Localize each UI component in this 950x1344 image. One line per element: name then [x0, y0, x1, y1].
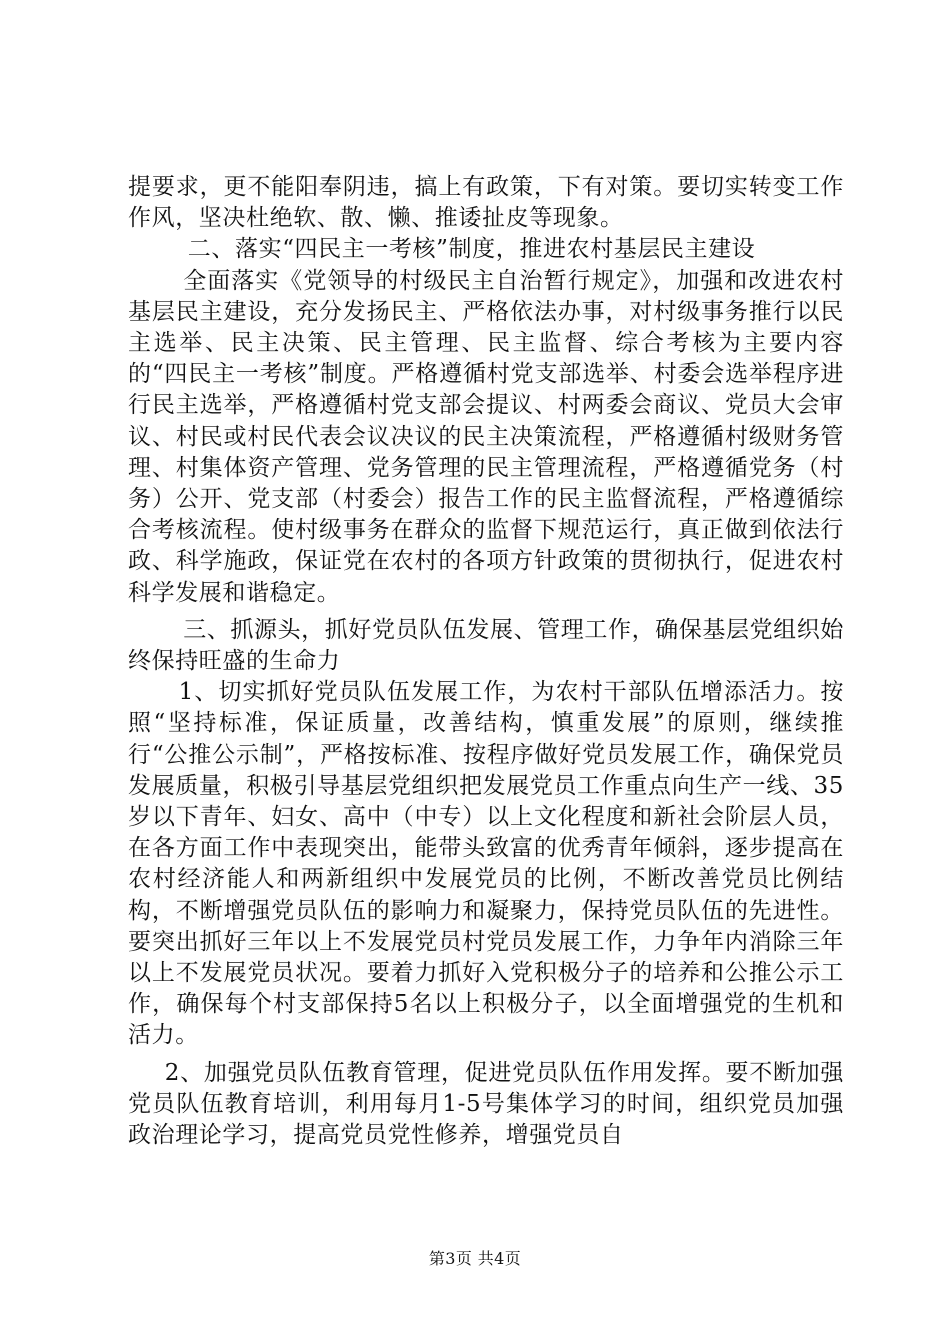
document-body [128, 172, 844, 1151]
page-number-footer: 第3页 共4页 [428, 1249, 522, 1268]
section-heading-3: 三、抓源头，抓好党员队伍发展、管理工作，确保基层党组织始终保持旺盛的生命力 [128, 616, 844, 675]
paragraph-member-management: 2、加强党员队伍教育管理，促进党员队伍作用发挥。要不断加强党员队伍教育培训，利用每月1-5号集体学习的时间，组织党员加强政治理论学习，提高党员党性修养，增强党员自 [128, 1059, 844, 1149]
section-heading-2: 二、落实“四民主一考核”制度，推进农村基层民主建设 [187, 236, 756, 263]
paragraph-continuation: 提要求，更不能阳奉阴违，搞上有政策，下有对策。要切实转变工作作风，坚决杜绝软、散、懒、推诿扯皮等现象。 [128, 174, 844, 232]
paragraph-democracy: 全面落实《党领导的村级民主自治暂行规定》，加强和改进农村基层民主建设，充分发扬民主、严格依法办事，对村级事务推行以民主选举、民主决策、民主管理、民主监督、综合考核为主要内容的“四民主一考核”制度。严格遵循村党支部选举、村委会选举程序进行民主选举，严格遵循村党支部会提议、村两委会商议、党员大会审议、村民或村民代表会议决议的民主决策流程，严格遵循村级财务管理、村集体资产管理、党务管理的民主管理流程，严格遵循党务（村务）公开、党支部（村委会）报告工作的民主监督流程，严格遵循综合考核流程。使村级事务在群众的监督下规范运行，真正做到依法行政、科学施政，保证党在农村的各项方针政策的贯彻执行，促进农村科学发展和谐稳定。 [128, 267, 844, 606]
paragraph-member-development: 1、切实抓好党员队伍发展工作，为农村干部队伍增添活力。按照“坚持标准，保证质量，改善结构，慎重发展”的原则，继续推行“公推公示制”，严格按标准、按程序做好党员发展工作，确保党员发展质量，积极引导基层党组织把发展党员工作重点向生产一线、35岁以下青年、妇女、高中（中专）以上文化程度和新社会阶层人员，在各方面工作中表现突出，能带头致富的优秀青年倾斜，逐步提高在农村经济能人和两新组织中发展党员的比例，不断改善党员比例结构，不断增强党员队伍的影响力和凝聚力，保持党员队伍的先进性。要突出抓好三年以上不发展党员村党员发展工作，力争年内消除三年以上不发展党员状况。要着力抓好入党积极分子的培养和公推公示工作，确保每个村支部保持5名以上积极分子，以全面增强党的生机和活力。 [128, 679, 844, 1049]
